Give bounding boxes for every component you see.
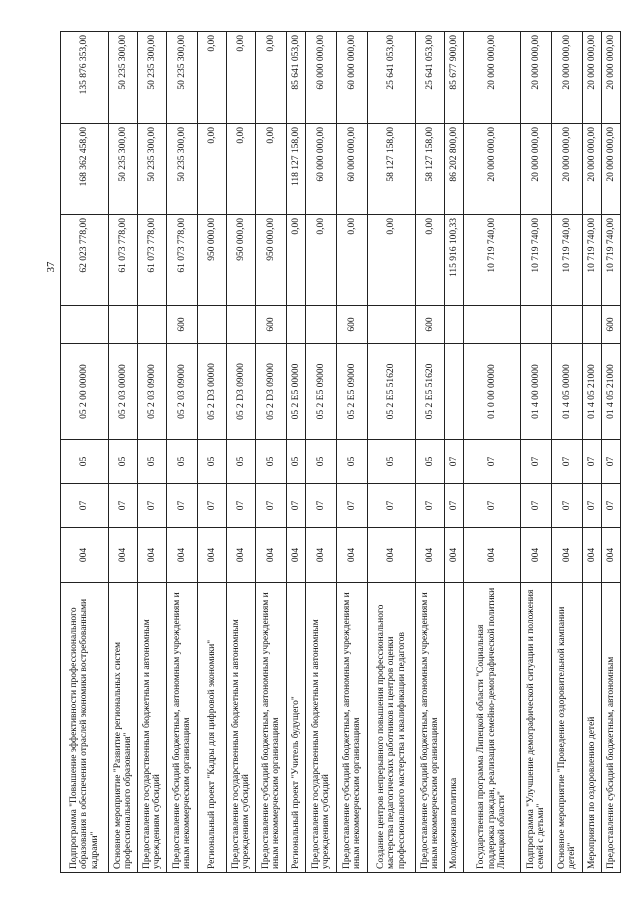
row-name: Мероприятия по оздоровлению детей (583, 583, 602, 873)
section-code: 07 (287, 484, 306, 528)
row-name: Подпрограмма "Улучшение демографической ситуации и положения семей с детьми" (521, 583, 552, 873)
amount-year-3: 85 641 053,00 (287, 32, 306, 124)
amount-year-1: 0,00 (337, 215, 368, 306)
subsection-code: 05 (138, 440, 167, 484)
expense-type-code (198, 306, 227, 344)
amount-year-2: 20 000 000,00 (464, 124, 521, 215)
target-article-code: 05 2 E5 51620 (416, 344, 445, 440)
section-code: 07 (306, 484, 337, 528)
section-code: 07 (602, 484, 621, 528)
amount-year-2: 20 000 000,00 (552, 124, 583, 215)
target-article-code: 05 2 D3 09000 (256, 344, 287, 440)
amount-year-1: 950 000,00 (256, 215, 287, 306)
target-article-code: 05 2 00 00000 (61, 344, 109, 440)
target-article-code: 05 2 03 09000 (138, 344, 167, 440)
row-name: Региональный проект "Кадры для цифровой экономики" (198, 583, 227, 873)
target-article-code: 01 4 05 21000 (602, 344, 621, 440)
expense-type-code (521, 306, 552, 344)
amount-year-1: 10 719 740,00 (521, 215, 552, 306)
subsection-code: 07 (602, 440, 621, 484)
table-row (521, 32, 552, 873)
section-code: 07 (445, 484, 464, 528)
table-row (602, 32, 621, 873)
table-row (138, 32, 167, 873)
table-row (464, 32, 521, 873)
amount-year-1: 10 719 740,00 (464, 215, 521, 306)
target-article-code: 01 0 00 00000 (464, 344, 521, 440)
amount-year-3: 25 641 053,00 (416, 32, 445, 124)
row-name: Создание центров непрерывного повышения профессионального мастерства педагогических работников и центров оценки профессионального мастерства и квалификации педагогов (368, 583, 416, 873)
row-name: Молодежная политика (445, 583, 464, 873)
amount-year-3: 0,00 (227, 32, 256, 124)
ved-code: 004 (198, 528, 227, 583)
amount-year-2: 60 000 000,00 (306, 124, 337, 215)
amount-year-1: 950 000,00 (227, 215, 256, 306)
target-article-code (445, 344, 464, 440)
amount-year-3: 60 000 000,00 (337, 32, 368, 124)
budget-table-container (60, 32, 616, 873)
row-name: Подпрограмма "Повышение эффективности профессионального образования в обеспечении отраслей экономики востребованными кадрами" (61, 583, 109, 873)
subsection-code: 07 (445, 440, 464, 484)
expense-type-code: 600 (416, 306, 445, 344)
section-code: 07 (552, 484, 583, 528)
ved-code: 004 (138, 528, 167, 583)
ved-code: 004 (227, 528, 256, 583)
row-name: Предоставление государственным бюджетным и автономным учреждениям субсидий (227, 583, 256, 873)
amount-year-1: 10 719 740,00 (552, 215, 583, 306)
amount-year-1: 61 073 778,00 (167, 215, 198, 306)
amount-year-2: 0,00 (198, 124, 227, 215)
ved-code: 004 (445, 528, 464, 583)
amount-year-2: 50 235 300,00 (109, 124, 138, 215)
expense-type-code: 600 (602, 306, 621, 344)
amount-year-2: 20 000 000,00 (602, 124, 621, 215)
row-name: Основное мероприятие "Проведение оздоровительной кампании детей" (552, 583, 583, 873)
subsection-code: 07 (583, 440, 602, 484)
expense-type-code (287, 306, 306, 344)
amount-year-2: 50 235 300,00 (167, 124, 198, 215)
rotated-page-content (60, 32, 616, 873)
subsection-code: 05 (61, 440, 109, 484)
amount-year-3: 20 000 000,00 (552, 32, 583, 124)
subsection-code: 07 (464, 440, 521, 484)
expense-type-code (61, 306, 109, 344)
amount-year-3: 20 000 000,00 (464, 32, 521, 124)
ved-code: 004 (256, 528, 287, 583)
expense-type-code (138, 306, 167, 344)
amount-year-3: 50 235 300,00 (138, 32, 167, 124)
amount-year-2: 20 000 000,00 (521, 124, 552, 215)
page-number: 37 (45, 261, 57, 273)
amount-year-1: 950 000,00 (198, 215, 227, 306)
row-name: Предоставление государственным бюджетным и автономным учреждениям субсидий (138, 583, 167, 873)
table-row (109, 32, 138, 873)
table-row (583, 32, 602, 873)
section-code: 07 (416, 484, 445, 528)
section-code: 07 (464, 484, 521, 528)
row-name: Предоставление государственным бюджетным и автономным учреждениям субсидий (306, 583, 337, 873)
row-name: Предоставление субсидий бюджетным, автономным (602, 583, 621, 873)
amount-year-2: 58 127 158,00 (368, 124, 416, 215)
subsection-code: 05 (368, 440, 416, 484)
section-code: 07 (337, 484, 368, 528)
table-row (416, 32, 445, 873)
expense-type-code (445, 306, 464, 344)
table-row (445, 32, 464, 873)
amount-year-1: 0,00 (306, 215, 337, 306)
table-row (256, 32, 287, 873)
target-article-code: 01 4 05 00000 (552, 344, 583, 440)
amount-year-3: 135 876 353,00 (61, 32, 109, 124)
amount-year-1: 10 719 740,00 (602, 215, 621, 306)
amount-year-3: 20 000 000,00 (521, 32, 552, 124)
target-article-code: 05 2 03 00000 (109, 344, 138, 440)
amount-year-1: 10 719 740,00 (583, 215, 602, 306)
ved-code: 004 (521, 528, 552, 583)
amount-year-3: 20 000 000,00 (602, 32, 621, 124)
amount-year-2: 60 000 000,00 (337, 124, 368, 215)
subsection-code: 05 (227, 440, 256, 484)
section-code: 07 (109, 484, 138, 528)
budget-table (60, 31, 621, 873)
table-row (61, 32, 109, 873)
ved-code: 004 (167, 528, 198, 583)
table-row (306, 32, 337, 873)
expense-type-code (306, 306, 337, 344)
ved-code: 004 (602, 528, 621, 583)
section-code: 07 (61, 484, 109, 528)
table-row (287, 32, 306, 873)
table-row (552, 32, 583, 873)
row-name: Предоставление субсидий бюджетным, автономным учреждениям и иным некоммерческим организациям (167, 583, 198, 873)
ved-code: 004 (306, 528, 337, 583)
table-row (368, 32, 416, 873)
amount-year-3: 50 235 300,00 (109, 32, 138, 124)
table-row (337, 32, 368, 873)
subsection-code: 05 (256, 440, 287, 484)
ved-code: 004 (368, 528, 416, 583)
subsection-code: 05 (287, 440, 306, 484)
subsection-code: 05 (337, 440, 368, 484)
amount-year-3: 0,00 (256, 32, 287, 124)
section-code: 07 (138, 484, 167, 528)
target-article-code: 05 2 E5 09000 (337, 344, 368, 440)
expense-type-code: 600 (167, 306, 198, 344)
subsection-code: 05 (306, 440, 337, 484)
amount-year-1: 61 073 778,00 (138, 215, 167, 306)
ved-code: 004 (109, 528, 138, 583)
expense-type-code (552, 306, 583, 344)
amount-year-1: 62 023 778,00 (61, 215, 109, 306)
table-row (227, 32, 256, 873)
ved-code: 004 (552, 528, 583, 583)
amount-year-2: 58 127 158,00 (416, 124, 445, 215)
ved-code: 004 (583, 528, 602, 583)
expense-type-code: 600 (337, 306, 368, 344)
amount-year-3: 50 235 300,00 (167, 32, 198, 124)
amount-year-3: 20 000 000,00 (583, 32, 602, 124)
amount-year-3: 60 000 000,00 (306, 32, 337, 124)
target-article-code: 05 2 D3 00000 (198, 344, 227, 440)
row-name: Предоставление субсидий бюджетным, автономным учреждениям и иным некоммерческим организациям (416, 583, 445, 873)
target-article-code: 01 4 00 00000 (521, 344, 552, 440)
expense-type-code (583, 306, 602, 344)
ved-code: 004 (61, 528, 109, 583)
amount-year-2: 118 127 158,00 (287, 124, 306, 215)
amount-year-1: 0,00 (287, 215, 306, 306)
subsection-code: 05 (167, 440, 198, 484)
ved-code: 004 (337, 528, 368, 583)
section-code: 07 (583, 484, 602, 528)
section-code: 07 (368, 484, 416, 528)
amount-year-2: 20 000 000,00 (583, 124, 602, 215)
subsection-code: 05 (416, 440, 445, 484)
expense-type-code (109, 306, 138, 344)
amount-year-3: 85 677 900,00 (445, 32, 464, 124)
table-row (167, 32, 198, 873)
row-name: Государственная программа Липецкой области "Социальная поддержка граждан, реализация семейно-демографической политики Липецкой области" (464, 583, 521, 873)
subsection-code: 07 (552, 440, 583, 484)
subsection-code: 05 (109, 440, 138, 484)
amount-year-3: 0,00 (198, 32, 227, 124)
row-name: Региональный проект "Учитель будущего" (287, 583, 306, 873)
ved-code: 004 (464, 528, 521, 583)
subsection-code: 07 (521, 440, 552, 484)
amount-year-3: 25 641 053,00 (368, 32, 416, 124)
amount-year-2: 168 362 458,00 (61, 124, 109, 215)
row-name: Предоставление субсидий бюджетным, автономным учреждениям и иным некоммерческим организациям (337, 583, 368, 873)
row-name: Основное мероприятие "Развитие региональных систем профессионального образования" (109, 583, 138, 873)
section-code: 07 (167, 484, 198, 528)
row-name: Предоставление субсидий бюджетным, автономным учреждениям и иным некоммерческим организациям (256, 583, 287, 873)
amount-year-1: 115 916 100,33 (445, 215, 464, 306)
amount-year-2: 50 235 300,00 (138, 124, 167, 215)
expense-type-code: 600 (256, 306, 287, 344)
target-article-code: 05 2 E5 00000 (287, 344, 306, 440)
ved-code: 004 (287, 528, 306, 583)
section-code: 07 (256, 484, 287, 528)
table-row (198, 32, 227, 873)
expense-type-code (368, 306, 416, 344)
target-article-code: 05 2 03 09000 (167, 344, 198, 440)
target-article-code: 05 2 E5 09000 (306, 344, 337, 440)
amount-year-1: 0,00 (416, 215, 445, 306)
amount-year-2: 86 202 800,00 (445, 124, 464, 215)
target-article-code: 05 2 D3 09000 (227, 344, 256, 440)
amount-year-1: 0,00 (368, 215, 416, 306)
amount-year-2: 0,00 (256, 124, 287, 215)
target-article-code: 05 2 E5 51620 (368, 344, 416, 440)
section-code: 07 (521, 484, 552, 528)
expense-type-code (227, 306, 256, 344)
expense-type-code (464, 306, 521, 344)
section-code: 07 (198, 484, 227, 528)
section-code: 07 (227, 484, 256, 528)
amount-year-1: 61 073 778,00 (109, 215, 138, 306)
ved-code: 004 (416, 528, 445, 583)
subsection-code: 05 (198, 440, 227, 484)
target-article-code: 01 4 05 21000 (583, 344, 602, 440)
amount-year-2: 0,00 (227, 124, 256, 215)
